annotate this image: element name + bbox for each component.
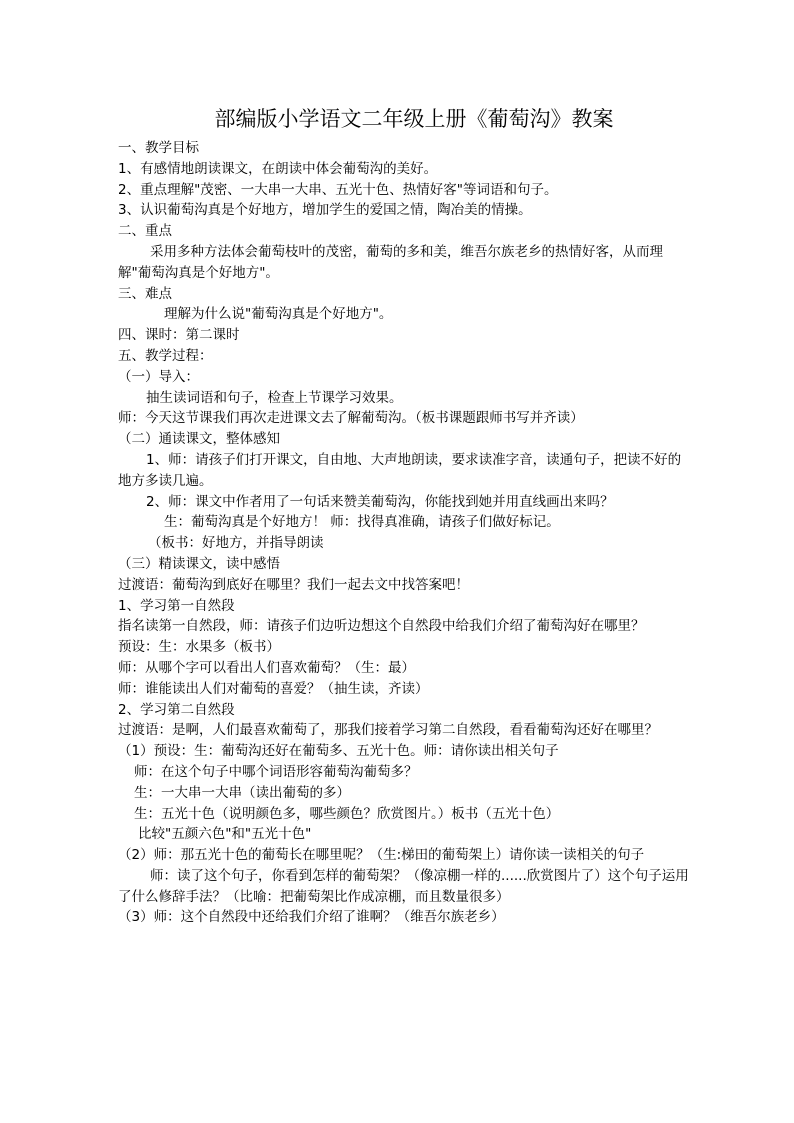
subsection-heading: （一）导入：	[118, 368, 199, 385]
paragraph: 师：在这个句子中哪个词语形容葡萄沟葡萄多？	[134, 763, 418, 780]
paragraph: 生：一大串一大串（读出葡萄的多）	[134, 784, 350, 801]
paragraph: （板书：好地方，并指导朗读	[148, 535, 324, 552]
paragraph: 比较"五颜六色"和"五光十色"	[138, 826, 312, 843]
paragraph: 2、师：课文中作者用了一句话来赞美葡萄沟，你能找到她并用直线画出来吗？	[146, 493, 614, 510]
paragraph: 生：五光十色（说明颜色多，哪些颜色？欣赏图片。）板书（五光十色）	[134, 805, 560, 822]
paragraph: （3）师：这个自然段中还给我们介绍了谁啊？（维吾尔族老乡）	[118, 909, 505, 926]
paragraph: 师：读了这个句子，你看到怎样的葡萄架？（像凉棚一样的......欣赏图片了）这个句子运用了什么修辞手法？（比喻：把葡萄架比作成凉棚，而且数量很多）	[118, 867, 689, 905]
paragraph: 3、认识葡萄沟真是个好地方，增加学生的爱国之情，陶冶美的情操。	[118, 202, 532, 219]
paragraph: 师：谁能读出人们对葡萄的喜爱？（抽生读，齐读）	[118, 680, 429, 697]
paragraph: 1、有感情地朗读课文，在朗读中体会葡萄沟的美好。	[118, 160, 438, 177]
paragraph: 采用多种方法体会葡萄枝叶的茂密，葡萄的多和美，维吾尔族老乡的热情好客，从而理解"葡萄沟真是个好地方"。	[118, 243, 663, 281]
subsection-heading: 1、学习第一自然段	[118, 597, 235, 614]
subsection-heading: （二）通读课文，整体感知	[118, 431, 280, 448]
section-heading: 五、教学过程：	[118, 347, 213, 364]
document-page	[118, 104, 690, 928]
paragraph: 师：从哪个字可以看出人们喜欢葡萄？（生：最）	[118, 659, 415, 676]
paragraph: （1）预设：生：葡萄沟还好在葡萄多、五光十色。师：请你读出相关句子	[118, 743, 559, 760]
section-heading: 二、重点	[118, 223, 172, 240]
paragraph: 师：今天这节课我们再次走进课文去了解葡萄沟。（板书课题跟师书写并齐读）	[118, 410, 584, 427]
subsection-heading: （三）精读课文，读中感悟	[118, 555, 280, 572]
section-heading: 一、教学目标	[118, 140, 199, 156]
paragraph: 过渡语：葡萄沟到底好在哪里？我们一起去文中找答案吧！	[118, 576, 469, 593]
paragraph: 指名读第一自然段，师：请孩子们边听边想这个自然段中给我们介绍了葡萄沟好在哪里？	[118, 618, 645, 635]
paragraph: 预设：生：水果多（板书）	[118, 639, 280, 656]
paragraph: 抽生读词语和句子，检查上节课学习效果。	[146, 389, 403, 406]
document-title: 部编版小学语文二年级上册《葡萄沟》教案	[214, 107, 614, 131]
paragraph: 2、重点理解"茂密、一大串一大串、五光十色、热情好客"等词语和句子。	[118, 181, 558, 198]
paragraph: 1、师：请孩子们打开课文，自由地、大声地朗读，要求读准字音，读通句子，把读不好的地方多读几遍。	[118, 451, 682, 489]
subsection-heading: 2、学习第二自然段	[118, 701, 235, 718]
section-heading: 三、难点	[118, 285, 172, 302]
paragraph: 生：葡萄沟真是个好地方！ 师：找得真准确，请孩子们做好标记。	[164, 514, 560, 531]
paragraph: （2）师：那五光十色的葡萄长在哪里呢？（生:梯田的葡萄架上）请你读一读相关的句子	[118, 847, 645, 864]
paragraph: 理解为什么说"葡萄沟真是个好地方"。	[164, 306, 393, 323]
section-heading: 四、课时：第二课时	[118, 327, 240, 344]
paragraph: 过渡语：是啊，人们最喜欢葡萄了，那我们接着学习第二自然段，看看葡萄沟还好在哪里？	[118, 722, 658, 739]
